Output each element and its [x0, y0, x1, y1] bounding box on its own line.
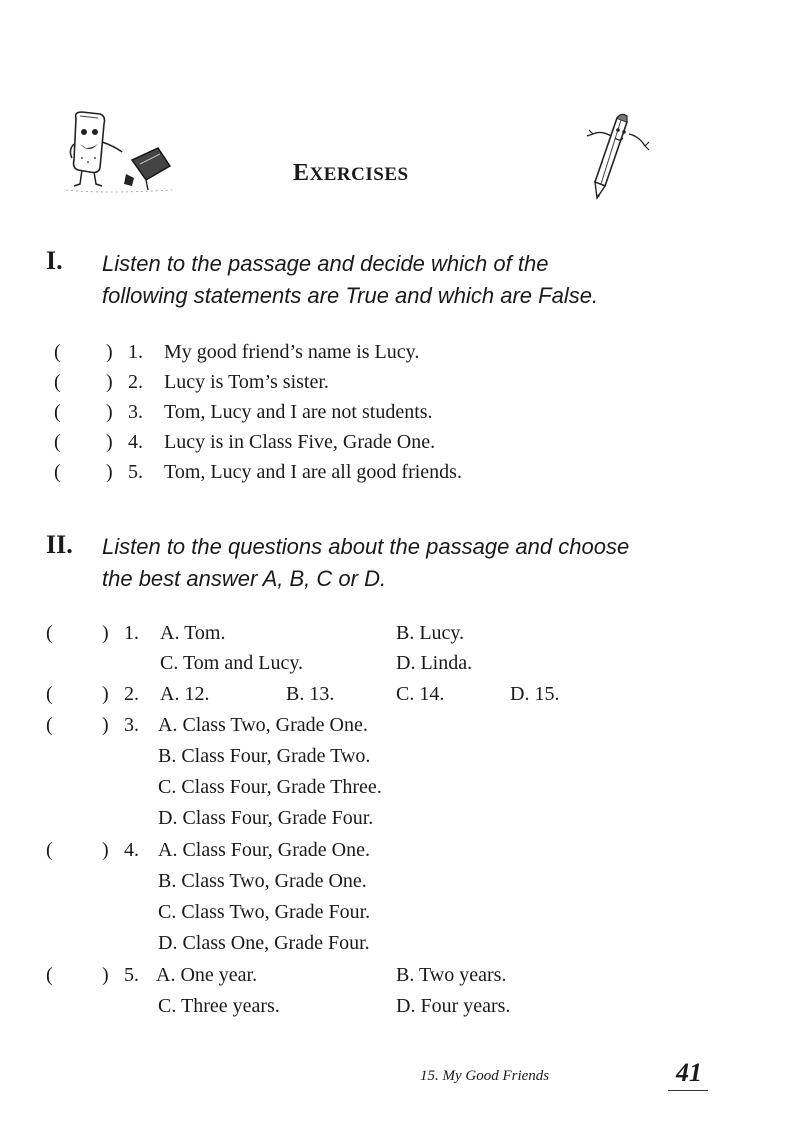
list-item	[46, 427, 646, 457]
item-number: 2.	[128, 371, 143, 393]
option-d: D. Class One, Grade Four.	[158, 932, 370, 954]
answer-blank-open[interactable]: (	[54, 401, 61, 423]
section-2-instruction	[102, 531, 682, 595]
item-number: 4.	[128, 431, 143, 453]
answer-blank-open[interactable]: (	[46, 622, 53, 644]
answer-blank-close: )	[102, 714, 109, 736]
option-c: C. Tom and Lucy.	[160, 652, 304, 674]
question-3-option-b-row	[46, 741, 646, 771]
option-b: B. Class Two, Grade One.	[158, 870, 367, 892]
option-c: C. 14.	[396, 683, 445, 705]
statement-text: My good friend’s name is Lucy.	[164, 341, 420, 363]
list-item	[46, 337, 646, 367]
question-5-options-row2	[46, 991, 646, 1021]
question-4-option-c-row	[46, 897, 646, 927]
question-2	[46, 679, 646, 709]
question-3	[46, 710, 646, 740]
answer-blank-open[interactable]: (	[54, 431, 61, 453]
option-d: D. Class Four, Grade Four.	[158, 807, 374, 829]
question-number: 4.	[124, 839, 139, 861]
section-2-instruction-line1: Listen to the questions about the passage and choose	[102, 534, 630, 559]
question-number: 5.	[124, 964, 139, 986]
answer-blank-close: )	[106, 341, 113, 363]
cartoon-eraser-illustration	[62, 108, 182, 196]
option-b: B. Lucy.	[396, 622, 465, 644]
answer-blank-close: )	[106, 461, 113, 483]
answer-blank-open[interactable]: (	[54, 371, 61, 393]
option-b: B. 13.	[286, 683, 335, 705]
cartoon-pencil-illustration	[575, 112, 655, 202]
answer-blank-open[interactable]: (	[54, 341, 61, 363]
statement-text: Tom, Lucy and I are not students.	[164, 401, 433, 423]
answer-blank-close: )	[106, 401, 113, 423]
option-a: A. 12.	[160, 683, 210, 705]
footer-lesson-title: 15. My Good Friends	[420, 1068, 550, 1084]
option-a: A. Class Four, Grade One.	[158, 839, 370, 861]
question-number: 3.	[124, 714, 139, 736]
answer-blank-open[interactable]: (	[54, 461, 61, 483]
option-a: A. Tom.	[160, 622, 226, 644]
page-title	[293, 160, 409, 187]
option-b: B. Two years.	[396, 964, 507, 986]
question-1-options-row2	[46, 648, 646, 678]
section-1-item-list	[46, 337, 646, 487]
item-number: 3.	[128, 401, 143, 423]
question-4-option-d-row	[46, 928, 646, 958]
item-number: 1.	[128, 341, 143, 363]
answer-blank-open[interactable]: (	[46, 714, 53, 736]
answer-blank-open[interactable]: (	[46, 964, 53, 986]
option-a: A. One year.	[156, 964, 258, 986]
answer-blank-close: )	[106, 431, 113, 453]
title-rest: XERCISES	[309, 164, 409, 185]
question-3-option-c-row	[46, 772, 646, 802]
list-item	[46, 367, 646, 397]
question-3-option-d-row	[46, 803, 646, 833]
option-c: C. Class Four, Grade Three.	[158, 776, 382, 798]
section-1-instruction	[102, 248, 672, 312]
answer-blank-close: )	[102, 839, 109, 861]
question-5	[46, 960, 646, 990]
section-2-instruction-line2: the best answer A, B, C or D.	[102, 566, 387, 591]
page-number: 41	[676, 1058, 702, 1087]
list-item	[46, 457, 646, 487]
question-number: 1.	[124, 622, 139, 644]
answer-blank-close: )	[102, 964, 109, 986]
option-c: C. Class Two, Grade Four.	[158, 901, 371, 923]
answer-blank-close: )	[106, 371, 113, 393]
list-item	[46, 397, 646, 427]
question-number: 2.	[124, 683, 139, 705]
item-number: 5.	[128, 461, 143, 483]
option-d: D. Linda.	[396, 652, 473, 674]
title-initial: E	[293, 160, 310, 186]
section-1-instruction-line1: Listen to the passage and decide which of the	[102, 251, 549, 276]
question-4	[46, 835, 646, 865]
section-2-numeral: II.	[46, 530, 73, 559]
option-a: A. Class Two, Grade One.	[158, 714, 368, 736]
section-1-numeral: I.	[46, 246, 63, 275]
statement-text: Lucy is in Class Five, Grade One.	[164, 431, 436, 453]
option-d: D. Four years.	[396, 995, 511, 1017]
answer-blank-open[interactable]: (	[46, 683, 53, 705]
option-b: B. Class Four, Grade Two.	[158, 745, 371, 767]
answer-blank-close: )	[102, 622, 109, 644]
question-1	[46, 618, 646, 648]
question-4-option-b-row	[46, 866, 646, 896]
answer-blank-close: )	[102, 683, 109, 705]
statement-text: Lucy is Tom’s sister.	[164, 371, 329, 393]
section-1-instruction-line2: following statements are True and which are False.	[102, 283, 599, 308]
answer-blank-open[interactable]: (	[46, 839, 53, 861]
option-d: D. 15.	[510, 683, 560, 705]
statement-text: Tom, Lucy and I are all good friends.	[164, 461, 462, 483]
option-c: C. Three years.	[158, 995, 280, 1017]
page-number-rule	[668, 1090, 708, 1091]
